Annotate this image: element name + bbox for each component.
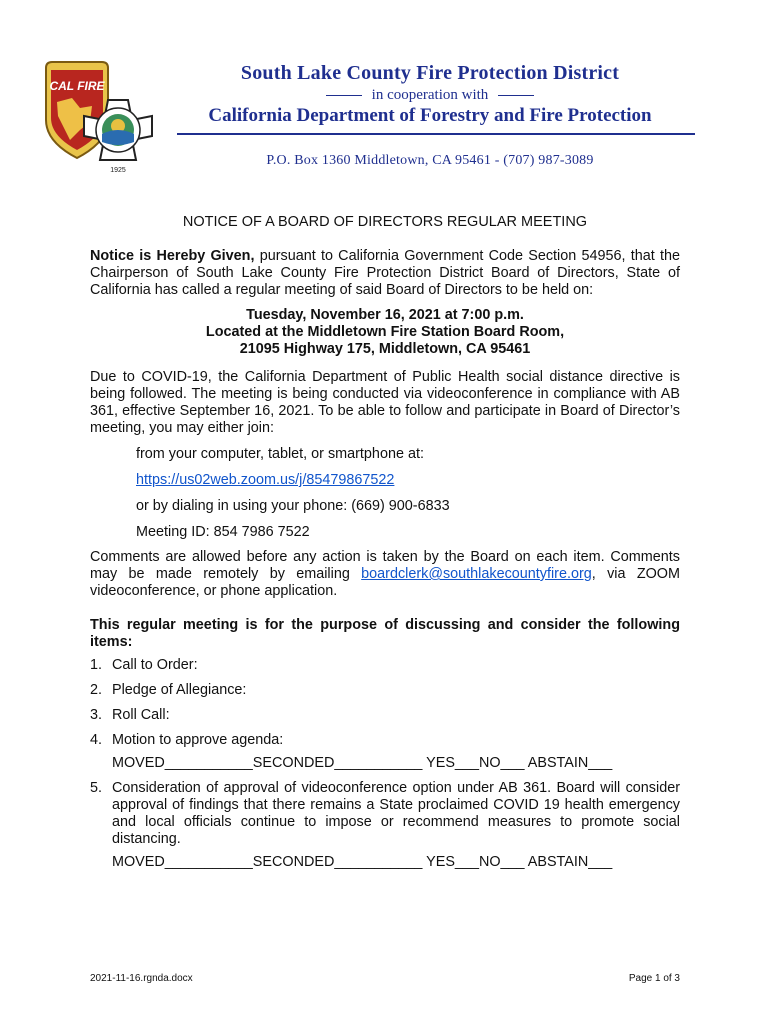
comments-paragraph — [90, 549, 680, 600]
agenda-item — [90, 732, 680, 772]
vote-line: MOVED___________SECONDED___________ YES___NO___ ABSTAIN___ — [112, 854, 613, 870]
header-rule — [177, 133, 695, 135]
notice-body — [90, 214, 680, 879]
logo-group — [40, 60, 155, 180]
join-computer: from your computer, tablet, or smartphone at: — [136, 446, 424, 462]
calfire-logo-text: CAL FIRE — [49, 79, 105, 93]
address-line: P.O. Box 1360 Middletown, CA 95461 - (707) 987-3089 — [266, 153, 594, 168]
district-name: South Lake County Fire Protection District — [240, 62, 620, 84]
department-name: California Department of Forestry and Fire Protection — [208, 105, 652, 126]
footer-page-number: Page 1 of 3 — [628, 973, 680, 984]
intro-paragraph — [90, 248, 680, 299]
clerk-email-link[interactable]: boardclerk@southlakecountyfire.org — [361, 566, 592, 582]
zoom-link-line — [90, 472, 680, 489]
meeting-location: Located at the Middletown Fire Station Board Room, — [205, 324, 565, 340]
join-phone: or by dialing in using your phone: (669) 900-6833 — [136, 498, 450, 514]
agenda-item-number: 4. — [90, 732, 103, 748]
agenda-item-text: Call to Order: — [112, 657, 198, 673]
comments-text: Comments are allowed before any action is taken by the Board on each item. Comments may be made remotely by emailing — [90, 549, 680, 582]
divider — [326, 95, 362, 96]
purpose-statement: This regular meeting is for the purpose of discussing and consider the following items: — [90, 617, 680, 650]
letterhead — [165, 62, 695, 169]
meeting-id: Meeting ID: 854 7986 7522 — [136, 524, 310, 540]
comments-text-end: , via ZOOM videoconference, or phone application. — [90, 566, 680, 599]
intro-bold: Notice is Hereby Given, — [90, 248, 255, 264]
intro-text: pursuant to California Government Code Section 54956, that the Chairperson of South Lake County Fire Protection District Board of Directors, State of California has called a regular meeting of said Board of Directors to be held on: — [90, 248, 680, 298]
divider — [498, 95, 534, 96]
agenda-list — [90, 657, 680, 871]
agenda-item-number: 1. — [90, 657, 103, 673]
notice-title: NOTICE OF A BOARD OF DIRECTORS REGULAR MEETING — [182, 214, 588, 230]
agenda-item-number: 3. — [90, 707, 103, 723]
agenda-item — [90, 707, 680, 724]
agenda-item-text: Pledge of Allegiance: — [112, 682, 247, 698]
footer-filename: 2021-11-16.rgnda.docx — [90, 973, 193, 984]
calfire-logo — [40, 60, 155, 180]
agenda-item-number: 2. — [90, 682, 103, 698]
agenda-item-text: Motion to approve agenda: — [112, 732, 284, 748]
meeting-details — [90, 307, 680, 358]
zoom-link[interactable]: https://us02web.zoom.us/j/85479867522 — [136, 472, 395, 488]
agenda-item — [90, 682, 680, 699]
agenda-item-text: Consideration of approval of videoconference option under AB 361. Board will consider approval of findings that there remains a State proclaimed COVID 19 health emergency and local officials continue to impose or recommend measures to promote social distancing. — [112, 780, 680, 847]
meeting-date: Tuesday, November 16, 2021 at 7:00 p.m. — [246, 307, 524, 323]
vote-line: MOVED___________SECONDED___________ YES___NO___ ABSTAIN___ — [112, 755, 613, 771]
cooperation-text: in cooperation with — [371, 87, 489, 103]
agenda-item — [90, 657, 680, 674]
cooperation-line — [165, 87, 695, 104]
covid-paragraph: Due to COVID-19, the California Department of Public Health social distance directive is being followed. The meeting is being conducted via videoconference in compliance with AB 361, effective September 16, 2021. To be able to follow and participate in Board of Director’s meeting, you may either join: — [90, 369, 680, 436]
agenda-item — [90, 780, 680, 871]
meeting-address: 21095 Highway 175, Middletown, CA 95461 — [239, 341, 531, 357]
seal-year: 1925 — [110, 167, 126, 174]
agenda-item-number: 5. — [90, 780, 103, 796]
agenda-item-text: Roll Call: — [112, 707, 170, 723]
